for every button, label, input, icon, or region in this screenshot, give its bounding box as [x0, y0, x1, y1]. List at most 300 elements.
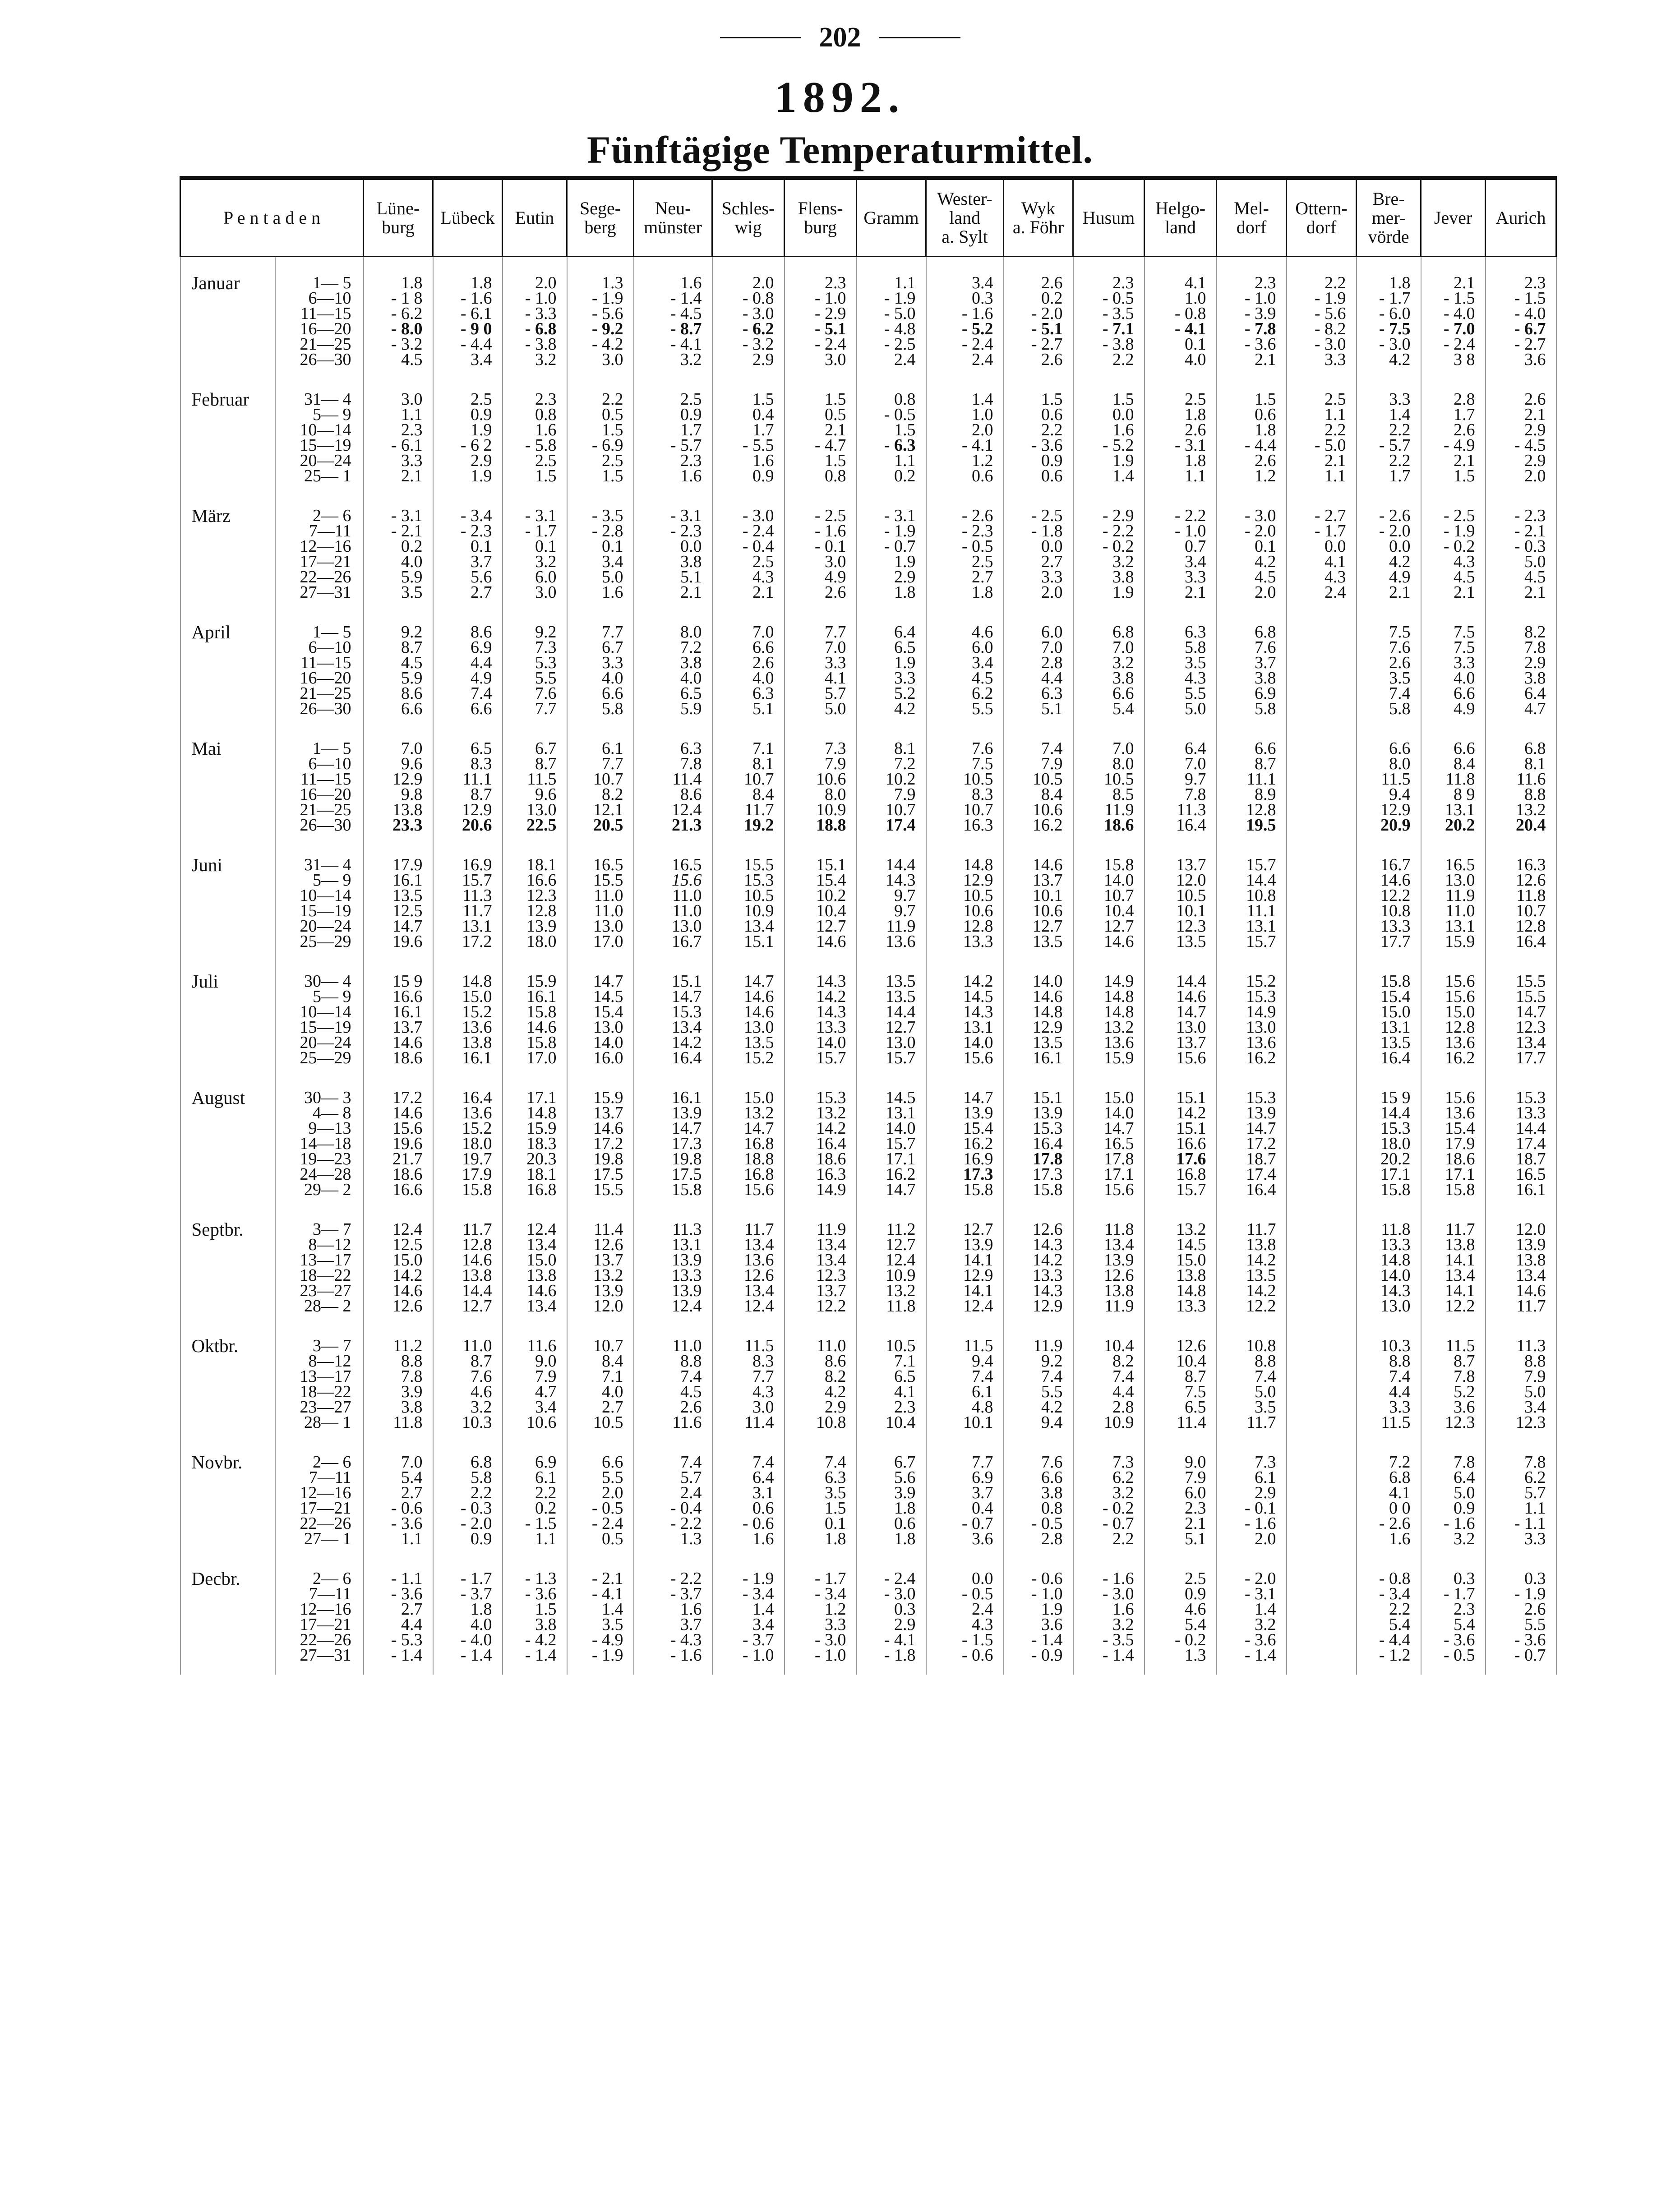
value-cell: 13.4	[1486, 1035, 1556, 1050]
value-cell: 11.7	[712, 1197, 785, 1237]
value-cell: 14.2	[1217, 1252, 1287, 1268]
value-cell: 3.5	[1217, 1399, 1287, 1415]
pentade-cell: 25—29	[275, 1050, 364, 1066]
value-cell: 7.5	[1421, 640, 1486, 655]
value-cell: - 2.9	[785, 306, 857, 321]
value-cell: - 1.6	[433, 291, 503, 306]
value-cell: 15.2	[433, 1121, 503, 1136]
value-cell: 12.6	[1486, 872, 1556, 888]
value-cell: 8.7	[1421, 1353, 1486, 1369]
value-cell: 7.4	[1357, 1369, 1421, 1384]
value-cell: 15.3	[785, 1066, 857, 1105]
value-cell: 4.9	[785, 569, 857, 585]
value-cell: 0.1	[1145, 337, 1217, 352]
value-cell: 3.7	[433, 554, 503, 569]
value-cell: 2.9	[1486, 453, 1556, 468]
value-cell: 3.4	[1145, 554, 1217, 569]
value-cell: 3.5	[567, 1617, 634, 1632]
value-cell: 4.6	[1145, 1602, 1217, 1617]
pentade-cell: 5— 9	[275, 872, 364, 888]
value-cell: 3.5	[1145, 655, 1217, 670]
pentade-cell: 10—14	[275, 1004, 364, 1020]
value-cell: - 5.5	[712, 438, 785, 453]
page-number-rule-left	[720, 37, 801, 38]
value-cell: 1.0	[926, 407, 1004, 422]
pentade-cell: 25— 1	[275, 468, 364, 484]
value-cell: - 6.1	[433, 306, 503, 321]
value-cell: 6.5	[433, 716, 503, 756]
value-cell: 17.9	[364, 833, 433, 872]
value-cell: 0.6	[1004, 468, 1073, 484]
value-cell: 3.3	[785, 1617, 857, 1632]
header-station: Helgo- land	[1145, 178, 1217, 257]
pentade-cell: 15—19	[275, 903, 364, 919]
value-cell: 9.2	[503, 600, 567, 640]
value-cell: 5.4	[1073, 701, 1145, 716]
value-cell: 15.3	[634, 1004, 712, 1020]
value-cell: 17.5	[634, 1167, 712, 1182]
value-cell: - 6.1	[364, 438, 433, 453]
value-cell: 11.7	[433, 1197, 503, 1237]
value-cell	[1287, 1167, 1357, 1182]
value-cell: 20.6	[433, 817, 503, 833]
value-cell: 12.8	[503, 903, 567, 919]
table-row	[180, 716, 1556, 756]
value-cell: 5.0	[1486, 554, 1556, 569]
value-cell: 11.0	[634, 903, 712, 919]
value-cell: 2.5	[926, 554, 1004, 569]
value-cell: 11.7	[433, 903, 503, 919]
value-cell: - 4.4	[1357, 1632, 1421, 1648]
month-cell	[180, 1399, 275, 1415]
value-cell: 13.0	[857, 1035, 926, 1050]
value-cell	[1287, 1632, 1357, 1648]
value-cell: 6.8	[1073, 600, 1145, 640]
pentade-cell: 22—26	[275, 1516, 364, 1531]
value-cell: - 3.7	[634, 1586, 712, 1602]
value-cell: 11.7	[1486, 1298, 1556, 1314]
value-cell: 15.2	[712, 1050, 785, 1066]
month-cell	[180, 539, 275, 554]
value-cell	[1287, 1384, 1357, 1399]
value-cell: 11.0	[567, 888, 634, 903]
value-cell: 6.0	[1004, 600, 1073, 640]
table-row	[180, 1197, 1556, 1237]
value-cell: 1.8	[433, 1602, 503, 1617]
value-cell: 4.2	[1004, 1399, 1073, 1415]
value-cell: 14.6	[785, 934, 857, 949]
value-cell: 17.9	[433, 1167, 503, 1182]
value-cell: 18.6	[1073, 817, 1145, 833]
value-cell: 7.8	[1486, 640, 1556, 655]
value-cell: 2.9	[712, 352, 785, 367]
value-cell	[1287, 1470, 1357, 1485]
value-cell: 14.6	[1004, 833, 1073, 872]
month-cell	[180, 686, 275, 701]
value-cell: 1.2	[926, 453, 1004, 468]
page-year: 1892.	[774, 73, 906, 122]
value-cell: - 5.1	[1004, 321, 1073, 337]
value-cell: 2.2	[1357, 422, 1421, 438]
value-cell: 14.0	[926, 1035, 1004, 1050]
value-cell: 1.5	[1217, 367, 1287, 407]
header-station: Aurich	[1486, 178, 1556, 257]
value-cell: 10.5	[1004, 771, 1073, 787]
table-row	[180, 306, 1556, 321]
value-cell: 15.3	[1217, 1066, 1287, 1105]
value-cell: 15.1	[634, 949, 712, 989]
value-cell: 11.9	[1421, 888, 1486, 903]
value-cell: 2.3	[1486, 257, 1556, 291]
value-cell: 17.8	[1073, 1151, 1145, 1167]
value-cell: 6.8	[1217, 600, 1287, 640]
value-cell: 12.3	[1421, 1415, 1486, 1430]
value-cell: 16.1	[634, 1066, 712, 1105]
value-cell: 14.8	[1145, 1283, 1217, 1298]
value-cell: - 0.5	[1421, 1648, 1486, 1675]
value-cell: - 0.4	[712, 539, 785, 554]
value-cell: 8.6	[785, 1353, 857, 1369]
value-cell	[1287, 1369, 1357, 1384]
value-cell: 0.8	[503, 407, 567, 422]
value-cell: 1.2	[1217, 468, 1287, 484]
value-cell: - 0.1	[1217, 1500, 1287, 1516]
value-cell: 10.1	[1145, 903, 1217, 919]
value-cell: 2.4	[926, 1602, 1004, 1617]
value-cell: 2.6	[1486, 1602, 1556, 1617]
value-cell: - 3.2	[364, 337, 433, 352]
month-cell	[180, 802, 275, 817]
value-cell: 3.4	[926, 257, 1004, 291]
value-cell: 13.9	[503, 919, 567, 934]
value-cell: 0.8	[857, 367, 926, 407]
pentade-cell: 12—16	[275, 539, 364, 554]
value-cell: 11.9	[1073, 1298, 1145, 1314]
table-row	[180, 1470, 1556, 1485]
table-row	[180, 321, 1556, 337]
value-cell: 4.9	[1421, 701, 1486, 716]
value-cell: 20.2	[1357, 1151, 1421, 1167]
value-cell: 13.4	[503, 1237, 567, 1252]
value-cell: 18.1	[503, 1167, 567, 1182]
value-cell: 7.9	[857, 787, 926, 802]
value-cell: 10.5	[567, 1415, 634, 1430]
value-cell: 2.9	[785, 1399, 857, 1415]
value-cell: - 9.2	[567, 321, 634, 337]
value-cell: 14.2	[1004, 1252, 1073, 1268]
value-cell: 13.8	[1145, 1268, 1217, 1283]
value-cell	[1287, 1020, 1357, 1035]
value-cell	[1287, 640, 1357, 655]
value-cell: 1.1	[857, 453, 926, 468]
value-cell: 9.2	[1004, 1353, 1073, 1369]
header-station: Schles- wig	[712, 178, 785, 257]
value-cell: 14.3	[785, 949, 857, 989]
value-cell: 13.3	[1004, 1268, 1073, 1283]
value-cell: 4.0	[1421, 670, 1486, 686]
value-cell: 17.6	[1145, 1151, 1217, 1167]
value-cell: - 1.0	[712, 1648, 785, 1675]
value-cell: 15.8	[433, 1182, 503, 1197]
value-cell: - 1.6	[1421, 1516, 1486, 1531]
value-cell: - 6.9	[567, 438, 634, 453]
value-cell: 2.1	[634, 585, 712, 600]
value-cell: 2.4	[926, 352, 1004, 367]
value-cell: 14.9	[1073, 949, 1145, 989]
value-cell: - 2.1	[1486, 523, 1556, 539]
value-cell	[1287, 1066, 1357, 1105]
month-cell	[180, 903, 275, 919]
value-cell: - 2.0	[1217, 523, 1287, 539]
value-cell: 15.7	[857, 1050, 926, 1066]
value-cell: 5.9	[364, 569, 433, 585]
value-cell: 16.1	[364, 872, 433, 888]
value-cell: 1.7	[1357, 468, 1421, 484]
value-cell: 7.9	[503, 1369, 567, 1384]
pentade-cell: 20—24	[275, 919, 364, 934]
value-cell: 6.7	[567, 640, 634, 655]
value-cell: 1.3	[634, 1531, 712, 1546]
value-cell: 14.0	[1004, 949, 1073, 989]
table-row	[180, 1004, 1556, 1020]
value-cell: 14.4	[1217, 872, 1287, 888]
value-cell: 11.9	[1004, 1314, 1073, 1353]
value-cell: 15.7	[785, 1050, 857, 1066]
value-cell: 1.9	[1073, 585, 1145, 600]
value-cell: - 1.5	[1486, 291, 1556, 306]
value-cell: 17.4	[1486, 1136, 1556, 1151]
value-cell: - 3.0	[1287, 337, 1357, 352]
value-cell: 0.4	[712, 407, 785, 422]
value-cell: 3.2	[634, 352, 712, 367]
value-cell: 12.4	[634, 802, 712, 817]
value-cell: 12.9	[1004, 1298, 1073, 1314]
value-cell: 12.6	[1073, 1268, 1145, 1283]
value-cell: 1.5	[1004, 367, 1073, 407]
value-cell: - 4.9	[567, 1632, 634, 1648]
table-row	[180, 1298, 1556, 1314]
value-cell: - 2.4	[567, 1516, 634, 1531]
value-cell: 5.2	[1421, 1384, 1486, 1399]
value-cell: 14.6	[364, 1035, 433, 1050]
value-cell: 13.2	[712, 1105, 785, 1121]
value-cell: - 4.5	[1486, 438, 1556, 453]
value-cell: 15.9	[503, 949, 567, 989]
table-row	[180, 1399, 1556, 1415]
value-cell: 2.8	[1073, 1399, 1145, 1415]
value-cell: 5.0	[1486, 1384, 1556, 1399]
value-cell: 20.2	[1421, 817, 1486, 833]
value-cell: 12.9	[926, 1268, 1004, 1283]
value-cell: 7.3	[503, 640, 567, 655]
value-cell: 0 0	[1357, 1500, 1421, 1516]
value-cell: - 2.3	[634, 523, 712, 539]
value-cell: 2.1	[1145, 585, 1217, 600]
value-cell: 1.6	[634, 1602, 712, 1617]
value-cell: 4.3	[712, 569, 785, 585]
value-cell	[1287, 701, 1357, 716]
header-station: Husum	[1073, 178, 1145, 257]
value-cell: 8.1	[857, 716, 926, 756]
value-cell: 14.6	[1486, 1283, 1556, 1298]
value-cell: 7.0	[785, 640, 857, 655]
value-cell: 11.5	[1421, 1314, 1486, 1353]
value-cell	[1287, 1500, 1357, 1516]
value-cell: 15.4	[567, 1004, 634, 1020]
value-cell: 17.2	[364, 1066, 433, 1105]
value-cell: 6.8	[1486, 716, 1556, 756]
value-cell: 10.5	[1145, 888, 1217, 903]
value-cell: 2.7	[926, 569, 1004, 585]
value-cell: 4.0	[433, 1617, 503, 1632]
value-cell: 14.3	[926, 1004, 1004, 1020]
value-cell: 7.0	[712, 600, 785, 640]
table-row	[180, 872, 1556, 888]
value-cell: 2.5	[433, 367, 503, 407]
value-cell: 21.7	[364, 1151, 433, 1167]
month-cell	[180, 934, 275, 949]
page-number: 202	[819, 22, 861, 53]
table-row	[180, 407, 1556, 422]
value-cell: 12.4	[857, 1252, 926, 1268]
value-cell: 7.4	[1004, 716, 1073, 756]
value-cell: 3.3	[1357, 367, 1421, 407]
value-cell: 0.5	[567, 407, 634, 422]
value-cell: 10.8	[1357, 903, 1421, 919]
value-cell: 2.1	[364, 468, 433, 484]
value-cell: 4.4	[1357, 1384, 1421, 1399]
value-cell: 3.2	[1421, 1531, 1486, 1546]
value-cell: 13.3	[1486, 1105, 1556, 1121]
month-cell	[180, 919, 275, 934]
value-cell: 14.0	[1357, 1268, 1421, 1283]
value-cell: 11.1	[1217, 903, 1287, 919]
value-cell: - 3.0	[1073, 1586, 1145, 1602]
value-cell: - 2.7	[1004, 337, 1073, 352]
value-cell: 4.4	[364, 1617, 433, 1632]
value-cell: - 4.1	[926, 438, 1004, 453]
value-cell: 0.0	[1004, 539, 1073, 554]
value-cell: 12.2	[785, 1298, 857, 1314]
value-cell: 2.6	[1145, 422, 1217, 438]
value-cell: - 3.0	[1357, 337, 1421, 352]
pentade-cell: 12—16	[275, 1485, 364, 1500]
value-cell: 2.5	[1287, 367, 1357, 407]
value-cell: 10.4	[1145, 1353, 1217, 1369]
value-cell: 10.5	[857, 1314, 926, 1353]
header-station: Lübeck	[433, 178, 503, 257]
value-cell: 1.1	[1145, 468, 1217, 484]
value-cell	[1287, 1004, 1357, 1020]
value-cell: - 1.0	[1004, 1586, 1073, 1602]
value-cell: 12.5	[364, 1237, 433, 1252]
header-station: Gramm	[857, 178, 926, 257]
value-cell: 2.6	[1217, 453, 1287, 468]
value-cell: 5.8	[1145, 640, 1217, 655]
value-cell: 23.3	[364, 817, 433, 833]
value-cell: 4.0	[567, 670, 634, 686]
value-cell: 4.0	[712, 670, 785, 686]
value-cell: 1.1	[503, 1531, 567, 1546]
value-cell: 8.7	[503, 756, 567, 771]
value-cell: 13.0	[1217, 1020, 1287, 1035]
value-cell: - 4.8	[857, 321, 926, 337]
value-cell: 15.5	[1486, 949, 1556, 989]
value-cell: 16.1	[364, 1004, 433, 1020]
value-cell: - 3.1	[634, 484, 712, 523]
value-cell: 4.3	[712, 1384, 785, 1399]
header-station: Ottern- dorf	[1287, 178, 1357, 257]
value-cell: 15.0	[364, 1252, 433, 1268]
table-row	[180, 1252, 1556, 1268]
value-cell: 3.8	[503, 1617, 567, 1632]
value-cell: 11.0	[634, 888, 712, 903]
value-cell: 18.0	[503, 934, 567, 949]
value-cell: - 3.0	[712, 306, 785, 321]
value-cell: 3.5	[785, 1485, 857, 1500]
value-cell: 7.0	[1073, 716, 1145, 756]
value-cell: 3.4	[926, 655, 1004, 670]
pentade-cell: 13—17	[275, 1252, 364, 1268]
value-cell: 12.4	[712, 1298, 785, 1314]
value-cell: 6.1	[926, 1384, 1004, 1399]
value-cell: 5.5	[1004, 1384, 1073, 1399]
value-cell: - 3.0	[857, 1586, 926, 1602]
value-cell: 6.2	[1486, 1470, 1556, 1485]
value-cell: 6.7	[857, 1430, 926, 1470]
value-cell: 11.4	[567, 1197, 634, 1237]
value-cell	[1287, 1182, 1357, 1197]
header-pentaden: P e n t a d e n	[180, 178, 364, 257]
pentade-cell: 7—11	[275, 1470, 364, 1485]
value-cell: - 1.7	[785, 1546, 857, 1586]
value-cell: 14.5	[567, 989, 634, 1004]
value-cell: - 1.0	[785, 1648, 857, 1675]
value-cell: - 8.0	[364, 321, 433, 337]
value-cell: 3.0	[503, 585, 567, 600]
value-cell: 7.1	[857, 1353, 926, 1369]
value-cell: 7.4	[785, 1430, 857, 1470]
table-row	[180, 1268, 1556, 1283]
value-cell: 12.6	[712, 1268, 785, 1283]
value-cell: 13.0	[1145, 1020, 1217, 1035]
value-cell: 11.4	[634, 771, 712, 787]
value-cell	[1287, 833, 1357, 872]
table-row	[180, 352, 1556, 367]
value-cell: 7.3	[1217, 1430, 1287, 1470]
value-cell: 12.9	[926, 872, 1004, 888]
value-cell: 4.5	[1421, 569, 1486, 585]
value-cell: - 4.9	[1421, 438, 1486, 453]
value-cell: - 1.4	[634, 291, 712, 306]
value-cell	[1287, 686, 1357, 701]
month-cell	[180, 1050, 275, 1066]
value-cell: 15.0	[433, 989, 503, 1004]
header-station: Eutin	[503, 178, 567, 257]
value-cell: 13.4	[1421, 1268, 1486, 1283]
value-cell: 7.0	[1145, 756, 1217, 771]
value-cell: 17.0	[503, 1050, 567, 1066]
value-cell: - 2.3	[926, 523, 1004, 539]
value-cell: 4.5	[926, 670, 1004, 686]
pentade-cell: 18—22	[275, 1268, 364, 1283]
value-cell: 13.5	[364, 888, 433, 903]
value-cell: 13.5	[857, 989, 926, 1004]
value-cell: 15.9	[503, 1121, 567, 1136]
value-cell: 0.9	[712, 468, 785, 484]
value-cell: 14.7	[1486, 1004, 1556, 1020]
value-cell: 9.6	[364, 756, 433, 771]
